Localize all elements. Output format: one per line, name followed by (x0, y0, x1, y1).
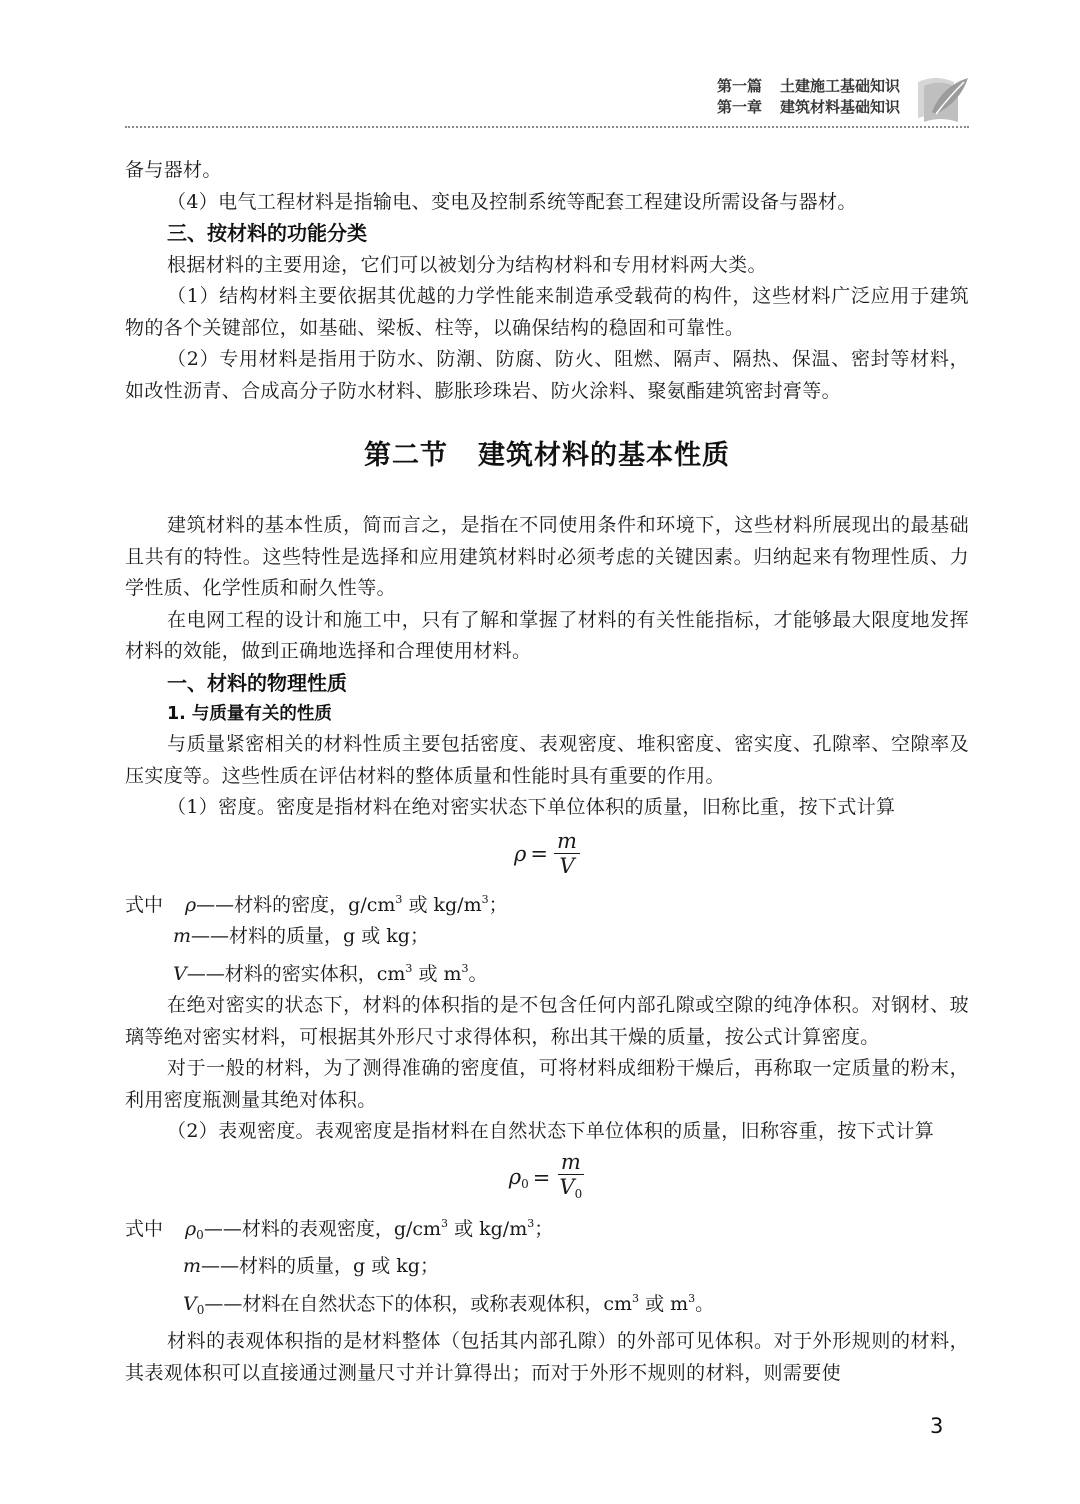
section-title (125, 433, 969, 472)
apparent-density-formula (125, 1148, 969, 1208)
formula-definition: 式中 $\rho_0——$材料的表观密度，$g/cm^3$ 或 $kg/m^3$； (125, 1208, 969, 1252)
heading-function-classification: 三、按材料的功能分类 (167, 221, 367, 245)
paragraph: 备与器材。 (125, 159, 222, 181)
formula-lhs: ρ (514, 841, 527, 866)
formula-definition: 式中 ρ——材料的密度，$g/cm^3$ 或 $kg/m^3$； (125, 884, 969, 922)
section-name: 建筑材料的基本性质 (478, 440, 730, 471)
paragraph: （2）表观密度。表观密度是指材料在自然状态下单位体积的质量，旧称容重，按下式计算 (167, 1120, 935, 1142)
formula-denominator: V (559, 854, 575, 878)
paragraph: （2）专用材料是指用于防水、防潮、防腐、防火、阻燃、隔声、隔热、保温、密封等材料，如改性沥青、合成高分子防水材料、膨胀珍珠岩、防火涂料、聚氨酯建筑密封膏等。 (125, 348, 969, 402)
formula-definition: m——材料的质量，g 或 kg； (173, 925, 429, 947)
formula-numerator: m (554, 829, 580, 854)
formula-definition: V——材料的密实体积，$cm^3$ 或 $m^3$。 (173, 961, 488, 985)
heading-mass-properties: 1. 与质量有关的性质 (167, 704, 332, 724)
formula-numerator: m (558, 1150, 584, 1175)
paragraph: 对于一般的材料，为了测得准确的密度值，可将材料成细粉干燥后，再称取一定质量的粉末，利用密度瓶测量其绝对体积。 (125, 1057, 969, 1111)
header-part-title: 土建施工基础知识 (779, 77, 900, 95)
formula-equals: = (530, 841, 549, 866)
header-chapter-label: 第一章 (716, 98, 762, 116)
paragraph: 建筑材料的基本性质，简而言之，是指在不同使用条件和环境下，这些材料所展现出的最基础且共有的特性。这些特性是选择和应用建筑材料时必须考虑的关键因素。归纳起来有物理性质、力学性质、化学性质和耐久性等。 (125, 514, 969, 599)
header-part-label: 第一篇 (716, 77, 762, 95)
paragraph: 在绝对密实的状态下，材料的体积指的是不包含任何内部孔隙或空隙的纯净体积。对钢材、玻璃等绝对密实材料，可根据其外形尺寸求得体积，称出其干燥的质量，按公式计算密度。 (125, 994, 969, 1048)
header-divider (125, 126, 969, 128)
density-formula (125, 824, 969, 884)
formula-equals: = (532, 1165, 551, 1190)
paragraph: 根据材料的主要用途，它们可以被划分为结构材料和专用材料两大类。 (167, 253, 767, 276)
formula-lhs: $\rho_0$ (508, 1164, 529, 1191)
paragraph: 与质量紧密相关的材料性质主要包括密度、表观密度、堆积密度、密实度、孔隙率、空隙率及压实度等。这些性质在评估材料的整体质量和性能时具有重要的作用。 (125, 733, 969, 787)
book-leaf-icon (914, 72, 970, 124)
formula-denominator: $V_0$ (559, 1174, 583, 1201)
formula-fraction (556, 1150, 585, 1206)
header-part-row (717, 76, 900, 97)
paragraph: （1）结构材料主要依据其优越的力学性能来制造承受载荷的构件，这些材料广泛应用于建筑物的各个关键部位，如基础、梁板、柱等，以确保结构的稳固和可靠性。 (125, 285, 969, 339)
where-label: 式中 (125, 893, 164, 916)
where-label: 式中 (125, 1217, 164, 1240)
paragraph: 材料的表观体积指的是材料整体（包括其内部孔隙）的外部可见体积。对于外形规则的材料，其表观体积可以直接通过测量尺寸并计算得出；而对于外形不规则的材料，则需要使 (125, 1330, 969, 1384)
paragraph: 在电网工程的设计和施工中，只有了解和掌握了材料的有关性能指标，才能够最大限度地发挥材料的效能，做到正确地选择和合理使用材料。 (125, 608, 969, 662)
section-label: 第二节 (364, 440, 448, 471)
header-chapter-title: 建筑材料基础知识 (779, 98, 900, 116)
paragraph: （1）密度。密度是指材料在绝对密实状态下单位体积的质量，旧称比重，按下式计算 (167, 796, 896, 818)
heading-physical-properties: 一、材料的物理性质 (167, 670, 347, 695)
paragraph: （4）电气工程材料是指输电、变电及控制系统等配套工程建设所需设备与器材。 (167, 190, 857, 213)
header-chapter-row (717, 97, 900, 118)
page-number: 3 (930, 1414, 944, 1438)
page-body (125, 155, 969, 1389)
formula-definition: m——材料的质量，g 或 kg； (183, 1255, 439, 1277)
formula-fraction (554, 829, 580, 878)
running-header (717, 76, 900, 118)
formula-definition: $V_0——$材料在自然状态下的体积，或称表观体积，$cm^3$ 或 $m^3$。 (183, 1291, 715, 1317)
